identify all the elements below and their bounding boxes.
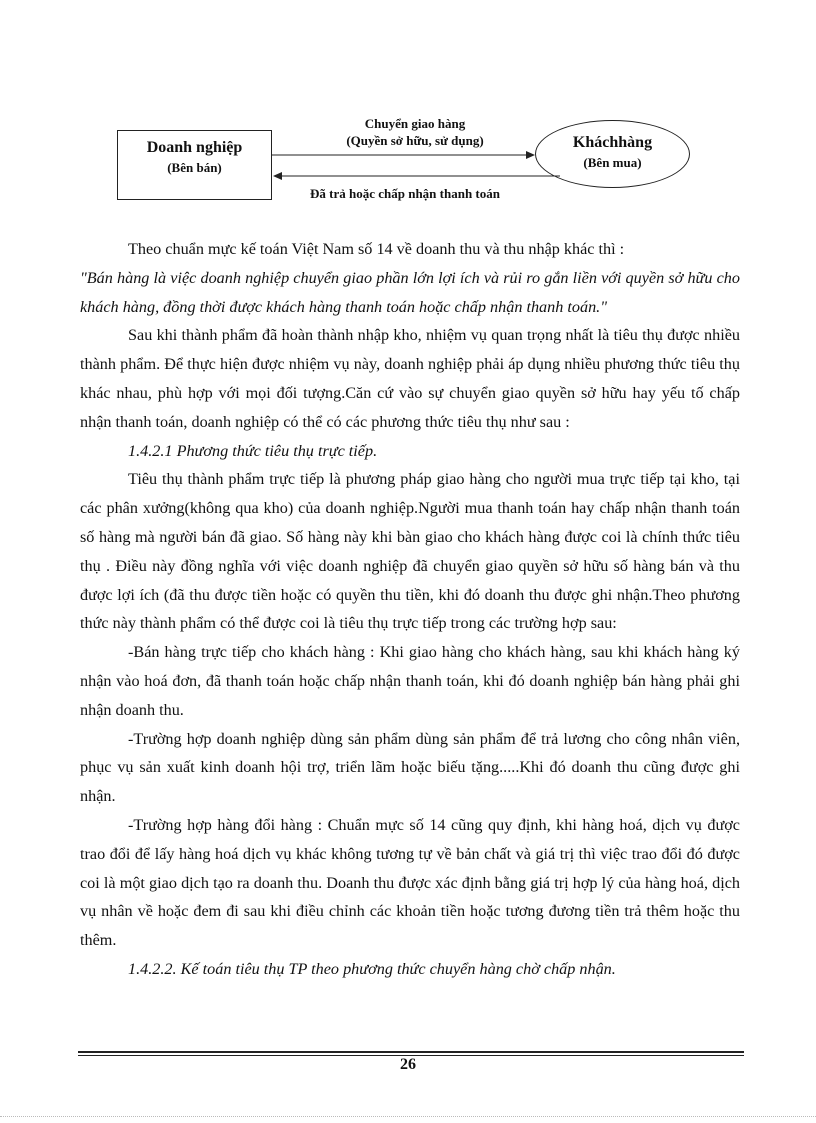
page-number: 26	[400, 1056, 416, 1073]
document-body	[80, 235, 740, 984]
paragraph-intro: Theo chuẩn mực kế toán Việt Nam số 14 về doanh thu và thu nhập khác thì :	[128, 240, 625, 258]
page-edge-dotted-line	[0, 1116, 816, 1117]
seller-subtitle: (Bên bán)	[167, 160, 222, 175]
buyer-title: Kháchhàng	[572, 134, 653, 151]
sales-flow-diagram	[0, 0, 816, 230]
paragraph-3: Tiêu thụ thành phẩm trực tiếp là phương pháp giao hàng cho người mua trực tiếp tại kho, tại các phân xưởng(không qua kho) của doanh nghiệp.Người mua thanh toán hay chấp nhận thanh toán số hàng mà người bán đã giao. Số hàng này khi bàn giao cho khách hàng được coi là chính thức tiêu thụ . Điều này đồng nghĩa với việc doanh nghiệp đã chuyển giao quyền sở hữu số hàng bán và thu được lợi ích (đã thu được tiền hoặc có quyền thu tiền, khi đó doanh thu được ghi nhận.Theo phương thức này thành phẩm có thể được coi là tiêu thụ trực tiếp trong các trường hợp sau:	[80, 470, 740, 633]
paragraph-5: -Trường hợp doanh nghiệp dùng sản phẩm dùng sản phẩm để trả lương cho công nhân viên, phục vụ sản xuất kinh doanh hội trợ, triển lãm hoặc biếu tặng.....Khi đó doanh thu cũng được ghi nhận.	[80, 729, 740, 806]
heading-1-4-2-2: 1.4.2.2. Kế toán tiêu thụ TP theo phương thức chuyển hàng chờ chấp nhận.	[128, 959, 616, 978]
paragraph-quote: "Bán hàng là việc doanh nghiệp chuyển giao phần lớn lợi ích và rủi ro gắn liền với quyền sở hữu cho khách hàng, đồng thời được khách hàng thanh toán hoặc chấp nhận thanh toán."	[80, 268, 740, 316]
arrow-top-label-2: (Quyền sở hữu, sử dụng)	[346, 133, 484, 148]
paragraph-4: -Bán hàng trực tiếp cho khách hàng : Khi giao hàng cho khách hàng, sau khi khách hàng ký nhận vào hoá đơn, đã thanh toán hoặc chấp nhận thanh toán, khi đó doanh nghiệp bán hàng phải ghi nhận doanh thu.	[80, 643, 740, 719]
buyer-subtitle: (Bên mua)	[583, 155, 642, 170]
seller-title: Doanh nghiệp	[146, 139, 243, 156]
arrow-top-label-1: Chuyển giao hàng	[364, 116, 466, 131]
diagram-arrows	[0, 0, 816, 230]
paragraph-2: Sau khi thành phẩm đã hoàn thành nhập kho, nhiệm vụ quan trọng nhất là tiêu thụ được nhiều thành phẩm. Để thực hiện được nhiệm vụ này, doanh nghiệp phải áp dụng nhiều phương thức tiêu thụ khác nhau, phù hợp với mọi đối tượng.Căn cứ vào sự chuyển giao quyền sở hữu hay yếu tố chấp nhận thanh toán, doanh nghiệp có thể có các phương thức tiêu thụ như sau :	[80, 326, 740, 431]
arrow-head-left-icon	[273, 172, 282, 180]
arrow-head-right-icon	[526, 151, 535, 159]
footer-rule-top	[78, 1051, 744, 1053]
paragraph-6: -Trường hợp hàng đổi hàng : Chuẩn mực số 14 cũng quy định, khi hàng hoá, dịch vụ được trao đổi để lấy hàng hoá dịch vụ khác không tương tự về bản chất và giá trị thì việc trao đổi đó được coi là một giao dịch tạo ra doanh thu. Doanh thu được xác định bằng giá trị hợp lý của hàng hoá, dịch vụ nhân về hoặc đem đi sau khi điều chỉnh các khoản tiền hoặc tương đương tiền trả thêm hoặc thu thêm.	[80, 815, 740, 950]
arrow-bottom-label: Đã trả hoặc chấp nhận thanh toán	[310, 186, 500, 201]
heading-1-4-2-1: 1.4.2.1 Phương thức tiêu thụ trực tiếp.	[128, 441, 378, 460]
